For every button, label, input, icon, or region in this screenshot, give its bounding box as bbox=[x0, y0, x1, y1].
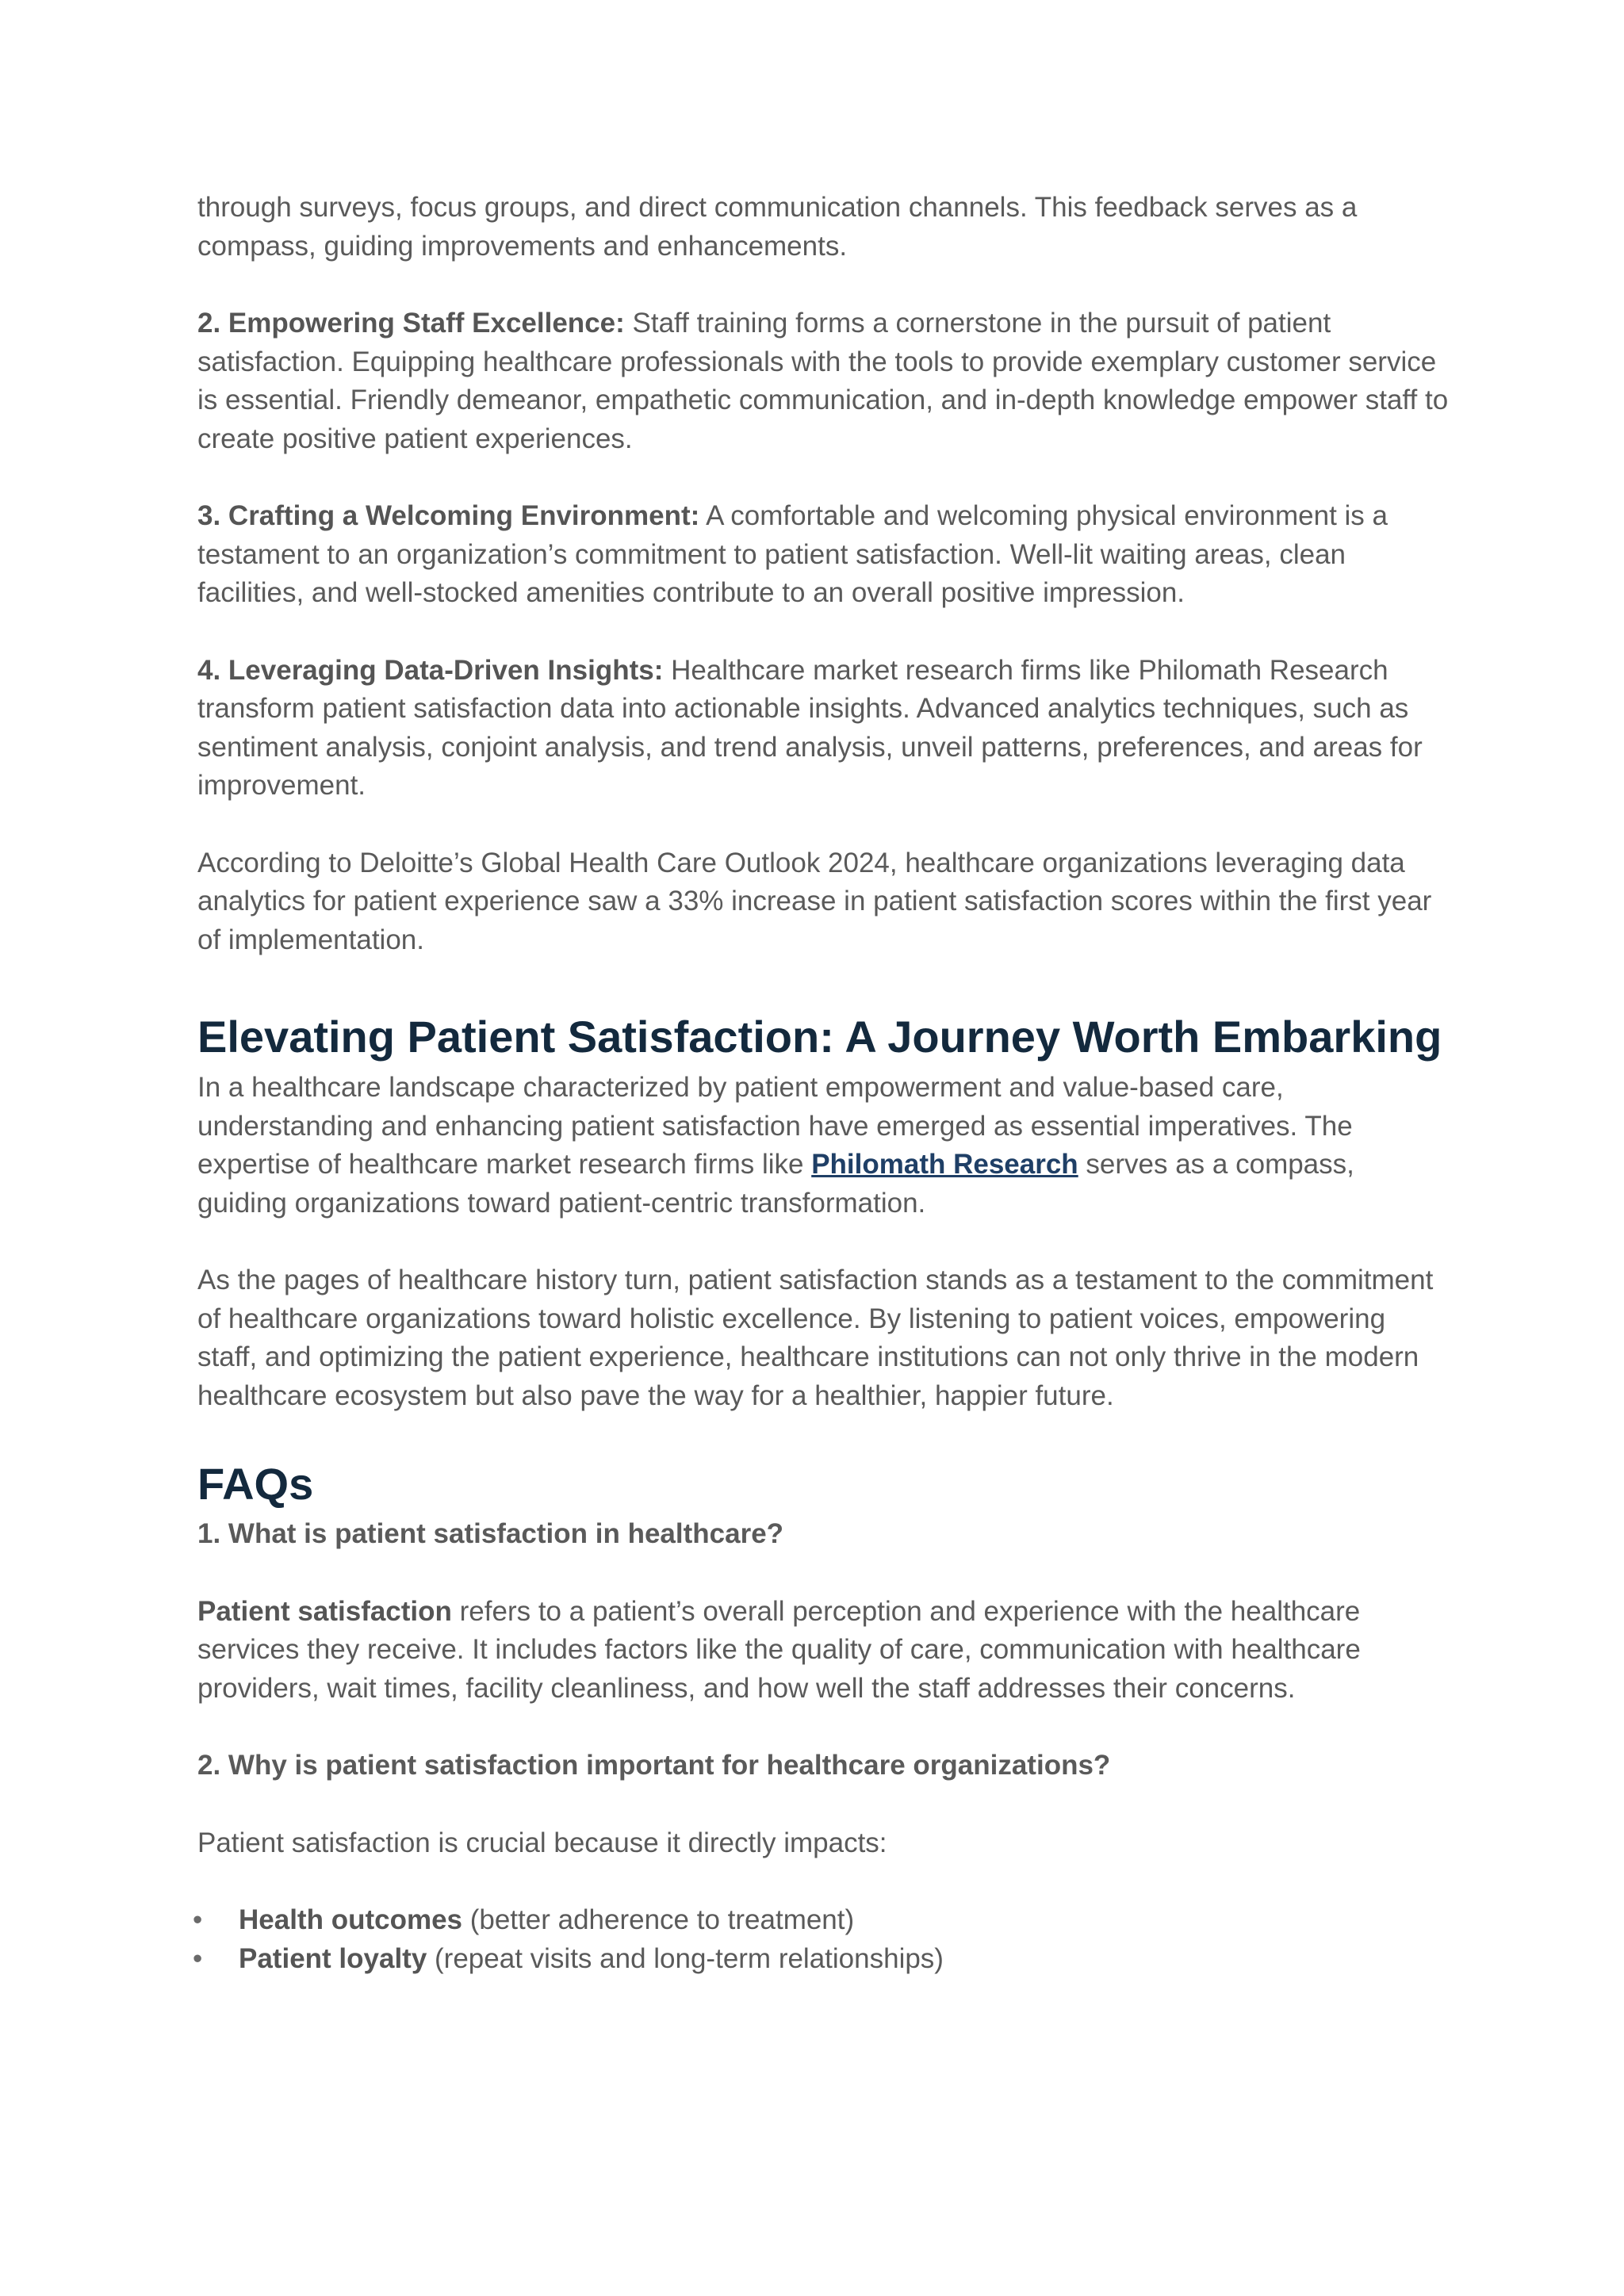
section-heading-elevating: Elevating Patient Satisfaction: A Journey Worth Embarking bbox=[197, 1012, 1442, 1062]
philomath-research-link[interactable]: Philomath Research bbox=[811, 1149, 1078, 1180]
elevating-paragraph-1 bbox=[197, 1069, 1450, 1223]
faq-answer-1 bbox=[197, 1593, 1450, 1709]
faq-answer-2-intro: Patient satisfaction is crucial because it directly impacts: bbox=[197, 1827, 887, 1858]
document-page bbox=[193, 189, 1450, 1978]
list-item-text: (better adherence to treatment) bbox=[462, 1904, 855, 1935]
item-paragraph-environment bbox=[197, 497, 1450, 613]
list-item bbox=[193, 1940, 1450, 1979]
list-item bbox=[193, 1901, 1450, 1940]
faq-answer-1-bold: Patient satisfaction bbox=[197, 1595, 452, 1627]
item-text-environment: A comfortable and welcoming physical environment is a testament to an organization’s commitment to patient satisfaction. Well-lit waiting areas, clean facilities, and well-stocked amenities contribute to an overall positive impression. bbox=[197, 500, 1388, 608]
faq-heading: FAQs bbox=[197, 1459, 314, 1509]
elevating-p1-before-link: In a healthcare landscape characterized by patient empowerment and value-based care, understanding and enhancing patient satisfaction have emerged as essential imperatives. The expertise of healthcare market research firms like bbox=[197, 1072, 1353, 1180]
bullet-icon: • bbox=[193, 1904, 203, 1935]
list-item-text: (repeat visits and long-term relationships) bbox=[427, 1942, 944, 1974]
bullet-icon: • bbox=[193, 1942, 203, 1974]
deloitte-paragraph: According to Deloitte’s Global Health Care Outlook 2024, healthcare organizations leveraging data analytics for patient experience saw a 33% increase in patient satisfaction scores within the first year of implementation. bbox=[197, 847, 1432, 955]
faq-answer-2-list bbox=[193, 1901, 1450, 1978]
intro-continuation-paragraph: through surveys, focus groups, and direct communication channels. This feedback serves as a compass, guiding improvements and enhancements. bbox=[197, 192, 1358, 262]
list-item-bold: Patient loyalty bbox=[239, 1942, 427, 1974]
item-paragraph-insights bbox=[197, 652, 1450, 806]
item-paragraph-staff bbox=[197, 304, 1450, 458]
item-text-insights: Healthcare market research firms like Philomath Research transform patient satisfaction data into actionable insights. Advanced analytics techniques, such as sentiment analysis, conjoint analysis, and trend analysis, unveil patterns, preferences, and areas for improvement. bbox=[197, 654, 1423, 801]
elevating-p1-after-link: serves as a compass, guiding organizations toward patient-centric transformation. bbox=[197, 1149, 1354, 1219]
item-text-staff: Staff training forms a cornerstone in the pursuit of patient satisfaction. Equipping healthcare professionals with the tools to provide exemplary customer service is essential. Friendly demeanor, empathetic communication, and in-depth knowledge empower staff to create positive patient experiences. bbox=[197, 308, 1449, 454]
list-item-bold: Health outcomes bbox=[239, 1904, 462, 1935]
elevating-paragraph-2: As the pages of healthcare history turn, patient satisfaction stands as a testament to the commitment of healthcare organizations toward holistic excellence. By listening to patient voices, empowering staff, and optimizing the patient experience, healthcare institutions can not only thrive in the modern healthcare ecosystem but also pave the way for a healthier, happier future. bbox=[197, 1265, 1434, 1411]
item-title-environment: 3. Crafting a Welcoming Environment: bbox=[197, 500, 700, 531]
faq-question-1: 1. What is patient satisfaction in healthcare? bbox=[197, 1518, 784, 1549]
item-title-staff: 2. Empowering Staff Excellence: bbox=[197, 308, 625, 339]
faq-question-2: 2. Why is patient satisfaction important for healthcare organizations? bbox=[197, 1750, 1111, 1781]
faq-answer-1-text: refers to a patient’s overall perception and experience with the healthcare services they receive. It includes factors like the quality of care, communication with healthcare providers, wait times, facility cleanliness, and how well the staff addresses their concerns. bbox=[197, 1595, 1361, 1704]
item-title-insights: 4. Leveraging Data-Driven Insights: bbox=[197, 654, 664, 686]
